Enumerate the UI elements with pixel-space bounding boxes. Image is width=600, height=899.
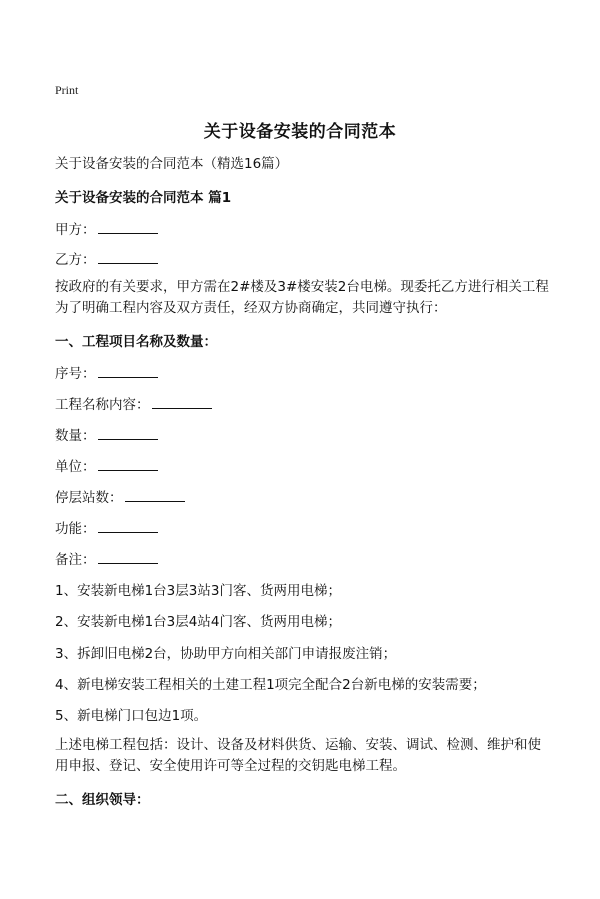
quantity-blank (98, 425, 158, 440)
remark-label: 备注： (55, 552, 96, 568)
quantity-field (55, 424, 158, 444)
intro-paragraph (55, 277, 555, 319)
document-subtitle: 关于设备安装的合同范本（精选16篇） (55, 156, 289, 172)
function-field (55, 517, 158, 537)
stops-field (55, 486, 185, 506)
project-name-field (55, 393, 212, 413)
party-b-blank (98, 249, 158, 264)
remark-field (55, 548, 158, 568)
seq-field (55, 362, 158, 382)
intro-line-1: 按政府的有关要求，甲方需在2#楼及3#楼安装2台电梯。现委托乙方进行相关工程 (55, 279, 549, 295)
section-heading: 关于设备安装的合同范本 篇1 (55, 190, 232, 206)
party-a-label: 甲方： (55, 222, 96, 238)
quantity-label: 数量： (55, 428, 96, 444)
unit-blank (98, 456, 158, 471)
list-item: 4、新电梯安装工程相关的土建工程1项完全配合2台新电梯的安装需要； (55, 677, 486, 693)
project-name-label: 工程名称内容： (55, 397, 150, 413)
party-a-blank (98, 219, 158, 234)
unit-field (55, 455, 158, 475)
list-item: 5、新电梯门口包边1项。 (55, 708, 208, 724)
function-label: 功能： (55, 521, 96, 537)
project-name-blank (152, 394, 212, 409)
list-item: 3、拆卸旧电梯2台，协助甲方向相关部门申请报废注销； (55, 646, 397, 662)
intro-line-2: 为了明确工程内容及双方责任，经双方协商确定，共同遵守执行： (55, 300, 447, 316)
function-blank (98, 518, 158, 533)
document-title: 关于设备安装的合同范本 (203, 122, 397, 142)
seq-label: 序号： (55, 366, 96, 382)
seq-blank (98, 363, 158, 378)
party-b-label: 乙方： (55, 252, 96, 268)
list-item: 1、安装新电梯1台3层3站3门客、货两用电梯； (55, 583, 341, 599)
party-b-field (55, 248, 158, 268)
stops-blank (125, 487, 185, 502)
print-label: Print (55, 83, 79, 97)
heading-organization: 二、组织领导： (55, 792, 150, 808)
scope-line-1: 上述电梯工程包括：设计、设备及材料供货、运输、安装、调试、检测、维护和使 (55, 737, 541, 753)
scope-paragraph (55, 735, 555, 777)
heading-project-items: 一、工程项目名称及数量： (55, 334, 217, 350)
scope-line-2: 用申报、登记、安全使用许可等全过程的交钥匙电梯工程。 (55, 758, 406, 774)
party-a-field (55, 218, 158, 238)
remark-blank (98, 549, 158, 564)
unit-label: 单位： (55, 459, 96, 475)
list-item: 2、安装新电梯1台3层4站4门客、货两用电梯； (55, 614, 341, 630)
stops-label: 停层站数： (55, 490, 123, 506)
